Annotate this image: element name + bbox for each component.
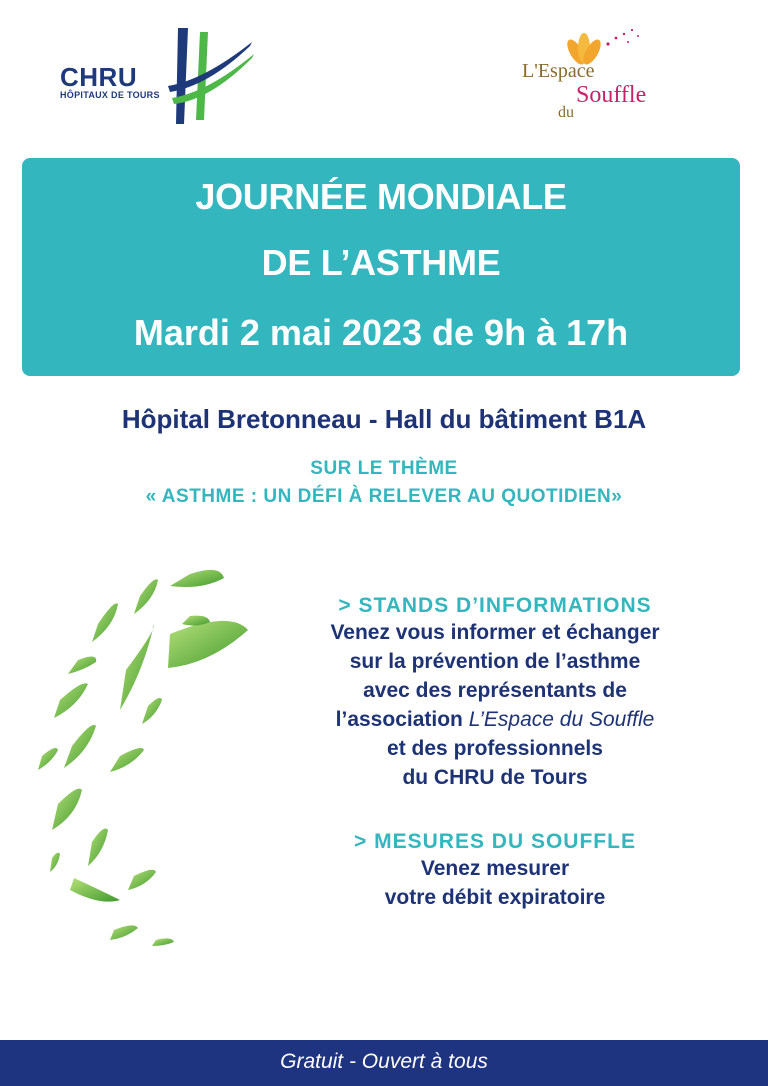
stands-line4 bbox=[280, 705, 710, 734]
stands-line3: avec des représentants de bbox=[363, 679, 627, 702]
stands-line6: du CHRU de Tours bbox=[402, 766, 588, 789]
banner-date: Mardi 2 mai 2023 de 9h à 17h bbox=[133, 312, 629, 353]
chru-logo-text: CHRU bbox=[60, 62, 138, 92]
stands-section bbox=[280, 594, 710, 792]
event-location: Hôpital Bretonneau - Hall du bâtiment B1A bbox=[121, 404, 647, 434]
chru-logo bbox=[56, 24, 256, 128]
souffle-logo-line2: Souffle bbox=[576, 82, 647, 108]
chru-logo-subtitle: HÔPITAUX DE TOURS bbox=[60, 90, 160, 100]
stands-line1: Venez vous informer et échanger bbox=[330, 621, 660, 644]
green-leaves-icon bbox=[30, 560, 260, 960]
stands-line4-text: l’association bbox=[335, 708, 469, 731]
stands-line5: et des professionnels bbox=[387, 737, 603, 760]
mesures-section bbox=[280, 830, 710, 912]
mesures-title: > MESURES DU SOUFFLE bbox=[354, 830, 636, 853]
souffle-logo-du: du bbox=[558, 104, 574, 121]
stands-line2: sur la prévention de l’asthme bbox=[349, 650, 641, 673]
event-banner bbox=[22, 158, 740, 376]
espace-du-souffle-logo bbox=[516, 24, 676, 130]
souffle-logo-line1: L'Espace bbox=[522, 60, 595, 82]
mesures-line2: votre débit expiratoire bbox=[384, 886, 606, 909]
theme-title: « ASTHME : UN DÉFI À RELEVER AU QUOTIDIEN» bbox=[145, 486, 623, 507]
footer-banner: Gratuit - Ouvert à tous bbox=[0, 1040, 768, 1086]
association-name: L’Espace du Souffle bbox=[468, 708, 655, 731]
chru-h-logo-icon bbox=[164, 24, 254, 128]
mesures-line1: Venez mesurer bbox=[420, 857, 570, 880]
stands-title: > STANDS D’INFORMATIONS bbox=[338, 594, 652, 617]
banner-title-line2: DE L’ASTHME bbox=[261, 242, 501, 283]
theme-label: SUR LE THÈME bbox=[310, 458, 458, 479]
banner-title-line1: JOURNÉE MONDIALE bbox=[195, 176, 567, 217]
